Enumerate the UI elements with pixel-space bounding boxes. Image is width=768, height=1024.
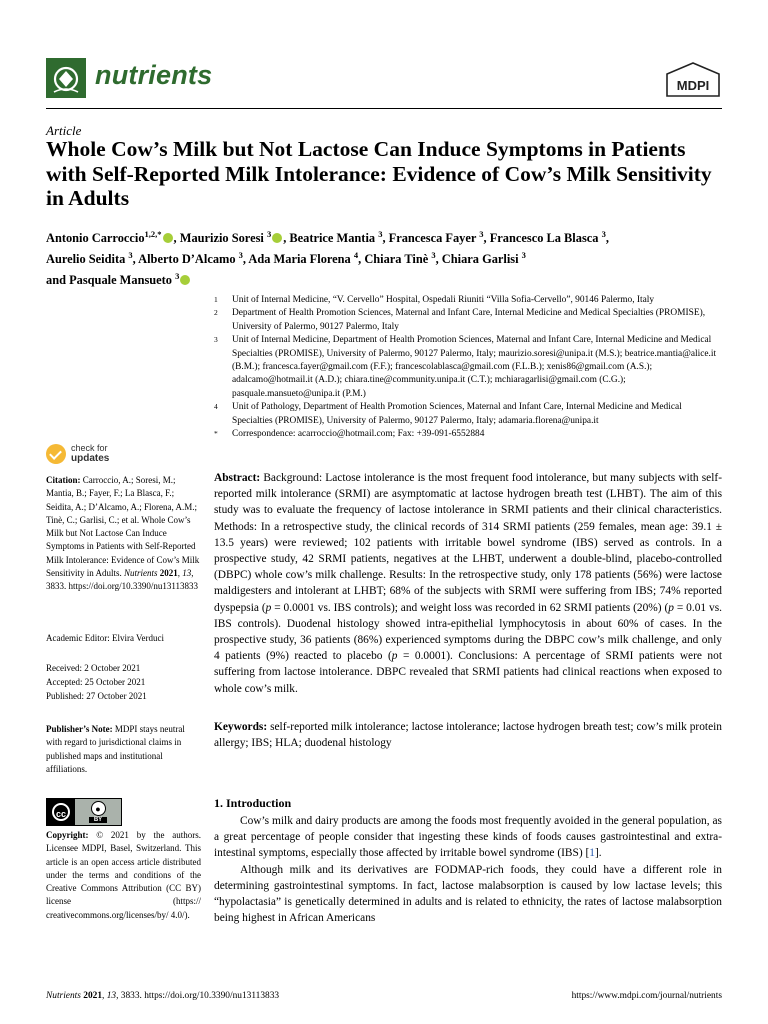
orcid-icon[interactable] — [272, 233, 282, 243]
citation-block: Citation: Carroccio, A.; Soresi, M.; Mantia, B.; Fayer, F.; La Blasca, F.; Seidita, A.; D’Alcamo, A.; Florena, A.M.; Tinè, C.; Garlisi, C.; et al. Whole Cow’s Milk but Not Lactose Can Induce Symptoms in Patients with Self-Reported Milk Intolerance: Evidence of Cow’s Milk Sensitivity in Adults. Nutrients 2021, 13, 3833. https://doi.org/10.3390/nu13113833 — [46, 475, 200, 592]
author: Chiara Tinè — [364, 252, 429, 267]
paragraph: Cow’s milk and dairy products are among the foods most frequently avoided in the general population, as a great percentage of people consider that ingesting these kinds of foods causes gastrointestinal and extra-intestinal symptoms, especially those affected by irritable bowel syndrome (IBS) [1]. — [214, 815, 722, 860]
mdpi-logo-icon — [665, 62, 721, 98]
orcid-icon[interactable] — [180, 275, 190, 285]
cc-by-license-icon[interactable] — [46, 798, 122, 826]
journal-name: nutrients — [95, 60, 213, 90]
abstract: Abstract: Background: Lactose intolerance is the most frequent food intolerance, but many subjects with self-reported milk intolerance (SRMI) are asymptomatic at lactose hydrogen breath test (LHBT). The aim of this study was to evaluate the frequency of lactose intolerance in SRMI patients and their clinical characteristics. Methods: In a retrospective study, the clinical records of 314 SRMI patients (259 females, mean age: 39.1 ± 13.5 years) were reviewed; 102 patients with irritable bowel syndrome (IBS) served as controls. In a prospective study, 42 SRMI patients, negatives at the LHBT, underwent a double-blind, placebo-controlled (DBPC) whole cow’s milk challenge. Results: In the retrospective study, only 178 patients (56%) were lactose maldigesters and intolerant at LHBT; 68% of the subjects with SRMI were suffering from IBS; 74% reported dyspepsia (p = 0.0001 vs. IBS controls); and weight loss was recorded in 62 SRMI patients (20%) (p = 0.01 vs. IBS controls). Duodenal histology showed intra-epithelial lymphocytosis in about 60% of cases. In the prospective study, 36 patients (86%) experienced symptoms during the DBPC cow’s milk challenge, and only 4 patients (9%) reacted to placebo (p = 0.0001). Conclusions: A percentage of SRMI patients were not suffering from lactose intolerance. DBPC revealed that SRMI patients had clinical reactions when exposed to whole cow’s milk. — [214, 472, 722, 695]
orcid-icon[interactable] — [163, 233, 173, 243]
check-icon — [46, 444, 66, 464]
copyright-block: Copyright: © 2021 by the authors. Licensee MDPI, Basel, Switzerland. This article is an open access article distributed under the terms and conditions of the Creative Commons Attribution (CC BY) license (https:// creativecommons.org/licenses/by/ 4.0/). — [46, 830, 202, 920]
introduction-body — [214, 813, 722, 926]
cc-icon: cc — [52, 803, 70, 821]
citation-doi-link[interactable]: , 3833. https://doi.org/10.3390/nu13113833 — [46, 568, 199, 592]
author: Francesca Fayer — [388, 231, 477, 246]
author: Francesco La Blasca — [489, 231, 599, 246]
published-date: Published: 27 October 2021 — [46, 691, 147, 701]
affiliation-item: 2 Department of Health Promotion Sciences, Maternal and Infant Care, Internal Medicine and Medical Specialties (PROMISE), University of Palermo, 90127 Palermo, Italy — [214, 308, 706, 332]
author: Pasquale Mansueto — [69, 273, 172, 288]
affiliation-item: * Correspondence: acarroccio@hotmail.com; Fax: +39-091-6552884 — [214, 429, 485, 440]
author: Maurizio Soresi — [179, 231, 264, 246]
footer-citation: Nutrients 2021, 13, 3833. https://doi.org/10.3390/nu13113833 — [46, 991, 280, 1001]
affiliations — [214, 294, 724, 441]
person-icon: ● — [91, 801, 106, 816]
nutrients-logo-icon — [46, 58, 86, 98]
accepted-date: Accepted: 25 October 2021 — [46, 677, 146, 687]
author: Ada Maria Florena — [248, 252, 351, 267]
author: Alberto D’Alcamo — [138, 252, 236, 267]
academic-editor: Academic Editor: Elvira Verduci — [46, 633, 165, 643]
paragraph: Although milk and its derivatives are FODMAP-rich foods, they could have a different role in determining gastrointestinal symptoms. In fact, lactose malabsorption is caused by low lactase levels; this “hypolactasia” is genetically determined in adults and is related to ethnicity, the rates of lactose malabsorption being highest in African Americans — [214, 863, 722, 925]
publisher-note: Publisher’s Note: MDPI stays neutral with regard to jurisdictional claims in published maps and institutional affiliations. — [46, 724, 185, 774]
section-heading: 1. Introduction — [214, 796, 292, 810]
author: Chiara Garlisi — [441, 252, 519, 267]
affiliation-item: 4 Unit of Pathology, Department of Health Promotion Sciences, Maternal and Infant Care, Internal Medicine and Medical Specialties (PROMISE), University of Palermo, 90127 Palermo, Italy; adamaria.florena@unipa.it — [214, 402, 682, 426]
affiliation-item: 1 Unit of Internal Medicine, “V. Cervello” Hospital, Ospedali Riuniti “Villa Sofia-Cervello”, 90146 Palermo, Italy — [214, 295, 655, 305]
svg-text:MDPI: MDPI — [676, 78, 710, 93]
received-date: Received: 2 October 2021 — [46, 663, 141, 673]
article-type: Article — [46, 123, 82, 138]
by-label: BY — [89, 817, 107, 823]
keywords: Keywords: self-reported milk intolerance; lactose intolerance; lactose hydrogen breath test; cow’s milk protein allergy; IBS; HLA; duodenal histology — [214, 721, 722, 750]
reference-link[interactable]: 1 — [589, 847, 595, 860]
check-for-updates-button[interactable]: check for updates — [46, 443, 109, 464]
journal-url-link[interactable]: https://www.mdpi.com/journal/nutrients — [571, 991, 722, 1001]
author-list: Antonio Carroccio$^{1,2,*}$ , Maurizio Soresi $^3$ , Beatrice Mantia $^3$, Francesca Fayer $^3$, Francesco La Blasca $^3$, Aurelio Seidita $^3$, Alberto D’Alcamo $^3$, Ada Maria Florena $^4$, Chiara Tinè $^3$, Chiara Garlisi $^3$ and Pasquale Mansueto $^3$ — [46, 229, 609, 288]
author: Beatrice Mantia — [289, 231, 376, 246]
author: Aurelio Seidita — [46, 252, 126, 267]
article-title: Whole Cow’s Milk but Not Lactose Can Induce Symptoms in Patients with Self-Reported Milk Intolerance: Evidence of Cow’s Milk Sensitivity in Adults — [46, 137, 712, 210]
header-rule — [46, 108, 722, 109]
author: Antonio Carroccio — [46, 231, 145, 246]
affiliation-item: 3 Unit of Internal Medicine, Department of Health Promotion Sciences, Maternal and Infant Care, Internal Medicine and Medical Specialties (PROMISE), University of Palermo, 90127 Palermo, Italy; maurizio.soresi@unipa.it (M.S.); beatrice.mantia@alice.it (B.M.); francesca.fayer@gmail.com (F.F.); francescolablasca@gmail.com (F.L.B.); xenis86@gmail.com (A.S.); adalcamo@hotmail.it (A.D.); chiara.tine@community.unipa.it (C.T.); mchiaragarlisi@gmail.com (C.G.); pasquale.mansueto@unipa.it (P.M.) — [214, 335, 717, 399]
